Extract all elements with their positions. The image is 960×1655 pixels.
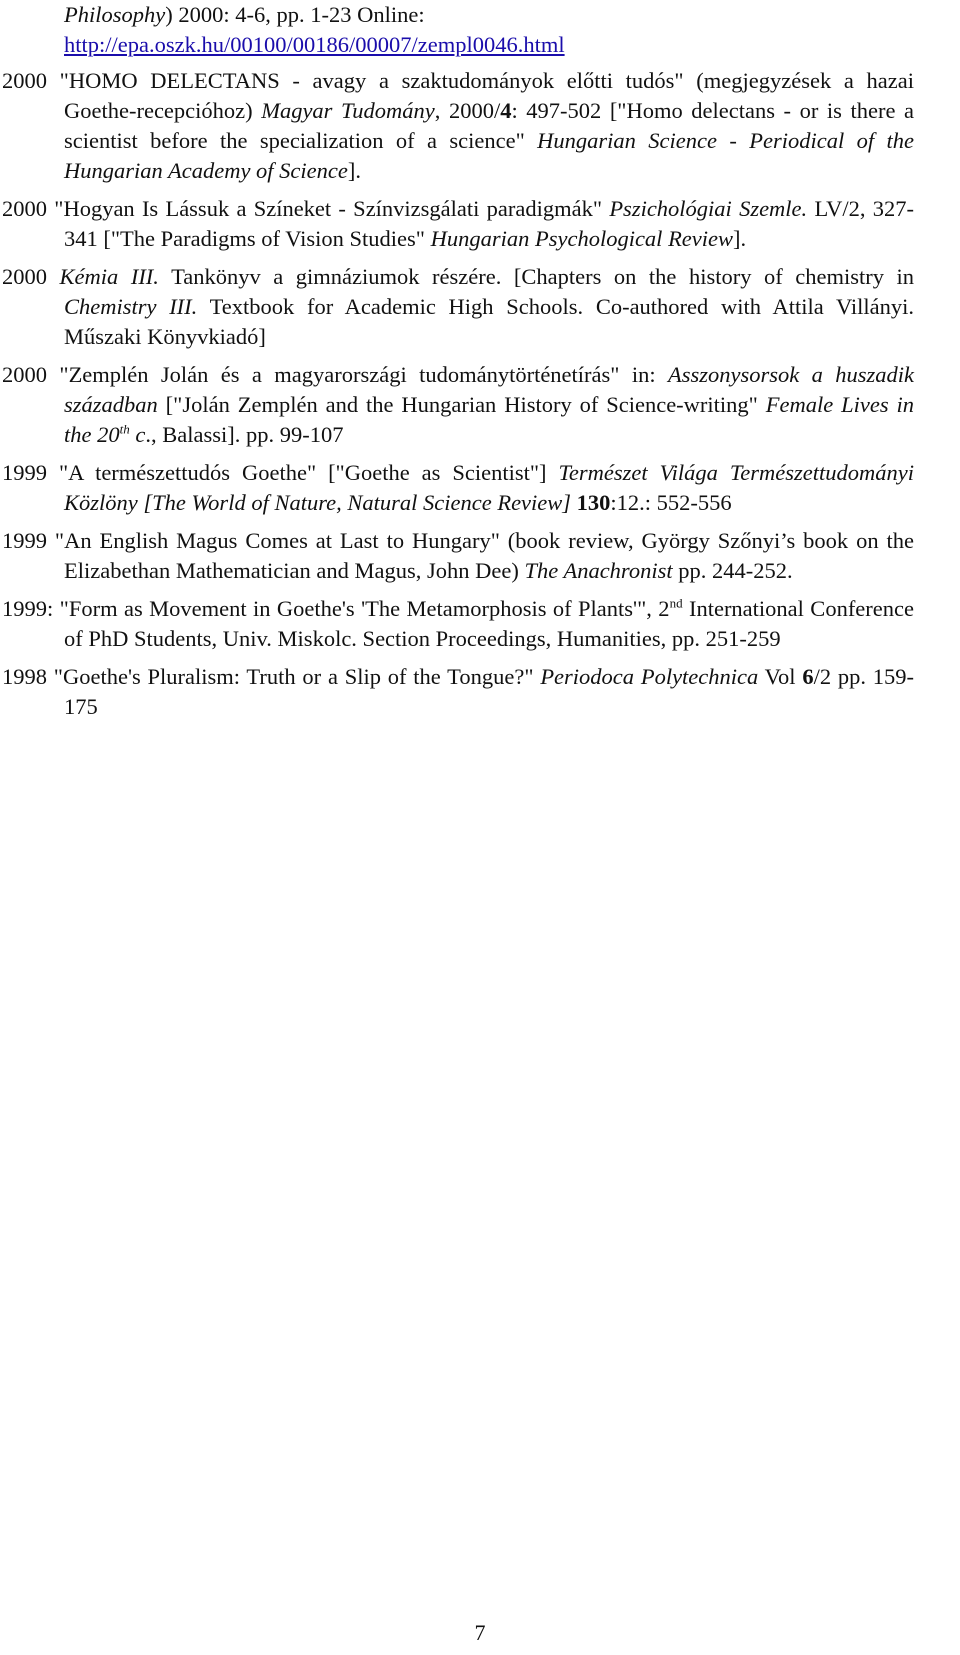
bibliography-entry xyxy=(2,458,914,518)
citation-text: Tankönyv a gimnáziumok részére. [Chapters on the history of chemistry in xyxy=(158,264,915,289)
bibliography-entry xyxy=(2,662,914,722)
publication-title: The Anachronist xyxy=(524,558,673,583)
citation-text: ]. xyxy=(347,158,362,183)
citation-text: /2 pp. 159-175 xyxy=(64,664,915,719)
ordinal-suffix: nd xyxy=(669,595,683,611)
citation-text: Vol xyxy=(758,664,803,689)
volume-number: 4 xyxy=(500,98,512,123)
citation-text: 2000 "HOMO DELECTANS - avagy a szaktudományok előtti tudós" (megjegyzések a hazai Goethe-recepcióhoz) xyxy=(2,68,914,123)
journal-title: Philosophy xyxy=(64,2,166,27)
citation-text: ) 2000: 4-6, pp. 1-23 Online: xyxy=(165,2,425,27)
citation-text: LV/2, 327-341 ["The Paradigms of Vision Studies" xyxy=(64,196,915,251)
citation-text: 1998 "Goethe's Pluralism: Truth or a Slip of the Tongue?" xyxy=(2,664,541,689)
bibliography-entry xyxy=(2,360,914,450)
bibliography-list xyxy=(2,0,914,730)
bibliography-entry xyxy=(2,262,914,352)
volume-number: 6 xyxy=(802,664,814,689)
publication-title: Hungarian Science - Periodical of the Hungarian Academy of Science xyxy=(64,128,914,183)
citation-text: pp. 244-252. xyxy=(672,558,793,583)
publication-title: Chemistry III. xyxy=(64,294,198,319)
bibliography-entry xyxy=(2,594,914,654)
publication-title: Periodoca Polytechnica xyxy=(540,664,759,689)
citation-text: 1999 "A természettudós Goethe" ["Goethe as Scientist"] xyxy=(2,460,559,485)
citation-text: 1999 "An English Magus Comes at Last to Hungary" (book review, György Szőnyi’s book on the Elizabethan Mathematician and Magus, John Dee) xyxy=(2,528,914,583)
online-link[interactable]: http://epa.oszk.hu/00100/00186/00007/zempl0046.html xyxy=(64,32,565,57)
citation-text: International Conference of PhD Students, Univ. Miskolc. Section Proceedings, Humanities, pp. 251-259 xyxy=(64,596,914,651)
citation-text: Textbook for Academic High Schools. Co-authored with Attila Villányi. Műszaki Könyvkiadó] xyxy=(64,294,914,349)
citation-text: , 2000/ xyxy=(434,98,501,123)
ordinal-suffix: th xyxy=(119,421,130,437)
citation-text: 2000 xyxy=(2,264,60,289)
publication-title: c xyxy=(129,422,146,447)
citation-text: ["Jolán Zemplén and the Hungarian History of Science-writing" xyxy=(157,392,766,417)
publication-title: Természet Világa Természettudományi Közlöny [The World of Nature, Natural Science Review] xyxy=(64,460,914,515)
citation-text: : 497-502 ["Homo delectans - or is there a scientist before the specialization of a science" xyxy=(64,98,914,153)
bibliography-entry xyxy=(2,194,914,254)
citation-text: :12.: 552-556 xyxy=(610,490,732,515)
bibliography-entry-continued xyxy=(2,0,914,60)
publication-title: Female Lives in the 20 xyxy=(64,392,914,447)
citation-text: 2000 "Hogyan Is Lássuk a Színeket - Színvizsgálati paradigmák" xyxy=(2,196,610,221)
publication-title: Pszichológiai Szemle. xyxy=(609,196,808,221)
citation-text: ., Balassi]. pp. 99-107 xyxy=(145,422,344,447)
publication-title: Kémia III. xyxy=(59,264,159,289)
entries-container xyxy=(2,66,914,722)
citation-text: 2000 "Zemplén Jolán és a magyarországi tudománytörténetírás" in: xyxy=(2,362,668,387)
publication-title: Asszonysorsok a huszadik században xyxy=(64,362,914,417)
page-number: 7 xyxy=(474,1620,486,1645)
citation-text: ]. xyxy=(733,226,747,251)
publication-title: Magyar Tudomány xyxy=(261,98,435,123)
bibliography-entry xyxy=(2,66,914,186)
bibliography-entry xyxy=(2,526,914,586)
volume-number: 130 xyxy=(576,490,611,515)
citation-text: 1999: "Form as Movement in Goethe's 'The Metamorphosis of Plants'", 2 xyxy=(2,596,670,621)
publication-title: Hungarian Psychological Review xyxy=(430,226,734,251)
